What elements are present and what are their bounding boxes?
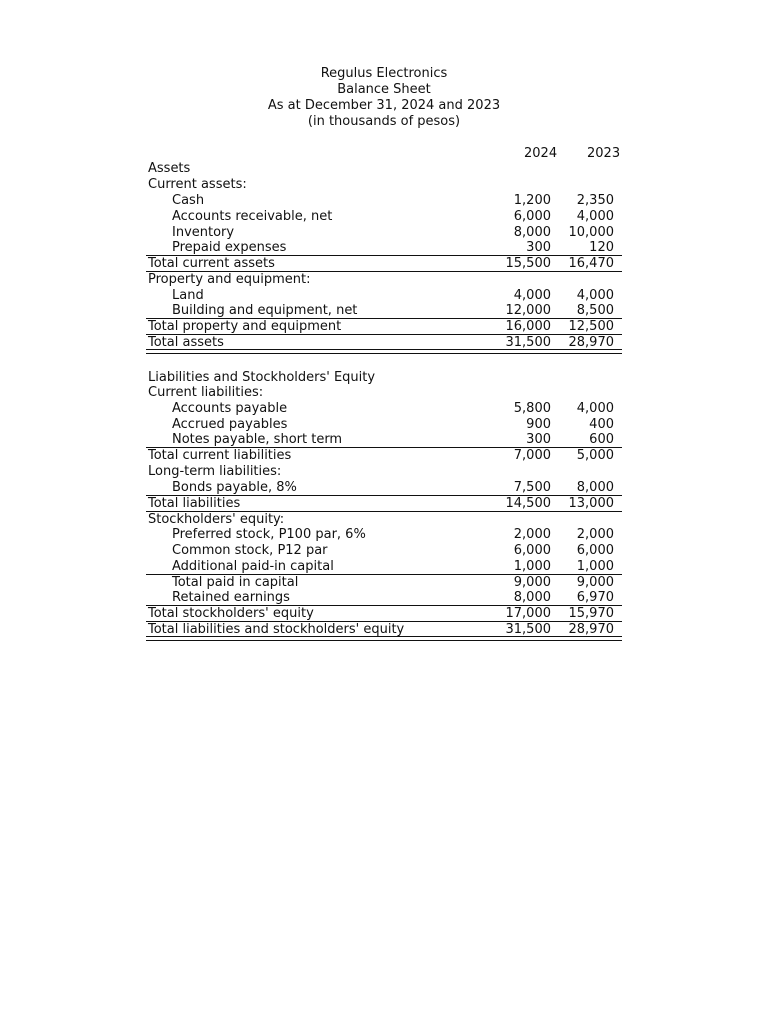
value-2024: 5,800 [513,401,551,416]
table-row [146,240,622,256]
value-2023: 1,000 [576,559,614,574]
value-2023: 8,000 [576,480,614,495]
total-row [146,448,622,464]
value-2023: 12,500 [568,319,614,334]
subtotal-row [146,575,622,591]
value-2024: 1,200 [513,193,551,208]
value-2024: 7,500 [513,480,551,495]
row-label: Total property and equipment [148,319,342,334]
row-label: Total liabilities and stockholders' equity [148,622,405,637]
row-label: Accounts receivable, net [172,209,333,224]
value-2024: 900 [526,417,551,432]
table-row [146,209,622,225]
value-2024: 17,000 [505,606,551,621]
column-header-2023: 2023 [587,146,621,161]
subsection-heading [146,512,622,528]
subsection-heading [146,385,622,401]
table-row [146,432,622,448]
value-2024: 9,000 [513,575,551,590]
value-2023: 10,000 [568,225,614,240]
value-2023: 5,000 [576,448,614,463]
value-2023: 28,970 [568,335,614,350]
value-2023: 4,000 [576,401,614,416]
row-label: Additional paid-in capital [172,559,334,574]
row-label: Assets [148,161,191,176]
row-label: Preferred stock, P100 par, 6% [172,527,366,542]
value-2023: 4,000 [576,209,614,224]
row-label: Current liabilities: [148,385,264,400]
value-2023: 2,350 [576,193,614,208]
value-2023: 28,970 [568,622,614,637]
row-label: Total stockholders' equity [148,606,314,621]
value-2023: 9,000 [576,575,614,590]
row-label: Stockholders' equity: [148,512,285,527]
value-2024: 4,000 [513,288,551,303]
value-2023: 120 [589,240,614,255]
value-2024: 12,000 [505,303,551,318]
row-label: Building and equipment, net [172,303,358,318]
total-row [146,319,622,335]
row-label: Notes payable, short term [172,432,343,447]
statement-title: Balance Sheet [337,82,431,97]
value-2023: 13,000 [568,496,614,511]
table-row [146,480,622,496]
table-row [146,559,622,575]
total-row [146,496,622,512]
value-2024: 2,000 [513,527,551,542]
total-row [146,606,622,622]
value-2023: 400 [589,417,614,432]
value-2024: 1,000 [513,559,551,574]
value-2024: 6,000 [513,543,551,558]
value-2024: 8,000 [513,590,551,605]
value-2024: 300 [526,432,551,447]
row-label: Cash [172,193,205,208]
value-2024: 15,500 [505,256,551,271]
row-label: Accounts payable [172,401,288,416]
value-2024: 31,500 [505,335,551,350]
value-2023: 600 [589,432,614,447]
value-2024: 16,000 [505,319,551,334]
company-name: Regulus Electronics [320,66,448,81]
units-note: (in thousands of pesos) [307,114,461,129]
value-2024: 7,000 [513,448,551,463]
table-row [146,193,622,209]
value-2024: 14,500 [505,496,551,511]
row-label: Total paid in capital [172,575,299,590]
value-2024: 8,000 [513,225,551,240]
section-heading-liabilities [146,370,622,386]
row-label: Total current assets [148,256,275,271]
table-row [146,543,622,559]
row-label: Inventory [172,225,235,240]
table-row [146,225,622,241]
row-label: Bonds payable, 8% [172,480,297,495]
subsection-heading [146,177,622,193]
value-2023: 6,970 [576,590,614,605]
row-label: Prepaid expenses [172,240,287,255]
row-label: Property and equipment: [148,272,311,287]
value-2024: 31,500 [505,622,551,637]
table-row [146,527,622,543]
value-2023: 16,470 [568,256,614,271]
subsection-heading [146,272,622,288]
section-heading-assets [146,161,622,177]
table-row [146,288,622,304]
table-row [146,303,622,319]
row-label: Total current liabilities [148,448,292,463]
row-label: Current assets: [148,177,247,192]
row-label: Accrued payables [172,417,288,432]
value-2023: 2,000 [576,527,614,542]
value-2023: 8,500 [576,303,614,318]
double-rule [146,349,622,354]
table-row [146,417,622,433]
table-row [146,401,622,417]
value-2023: 6,000 [576,543,614,558]
value-2024: 6,000 [513,209,551,224]
row-label: Liabilities and Stockholders' Equity [148,370,376,385]
row-label: Total assets [148,335,224,350]
value-2023: 15,970 [568,606,614,621]
row-label: Common stock, P12 par [172,543,328,558]
row-label: Retained earnings [172,590,290,605]
table-row [146,590,622,606]
subsection-heading [146,464,622,480]
column-header-2024: 2024 [524,146,558,161]
total-row [146,256,622,272]
value-2024: 300 [526,240,551,255]
date-line: As at December 31, 2024 and 2023 [267,98,501,113]
row-label: Long-term liabilities: [148,464,282,479]
row-label: Land [172,288,204,303]
row-label: Total liabilities [148,496,241,511]
double-rule [146,636,622,641]
value-2023: 4,000 [576,288,614,303]
